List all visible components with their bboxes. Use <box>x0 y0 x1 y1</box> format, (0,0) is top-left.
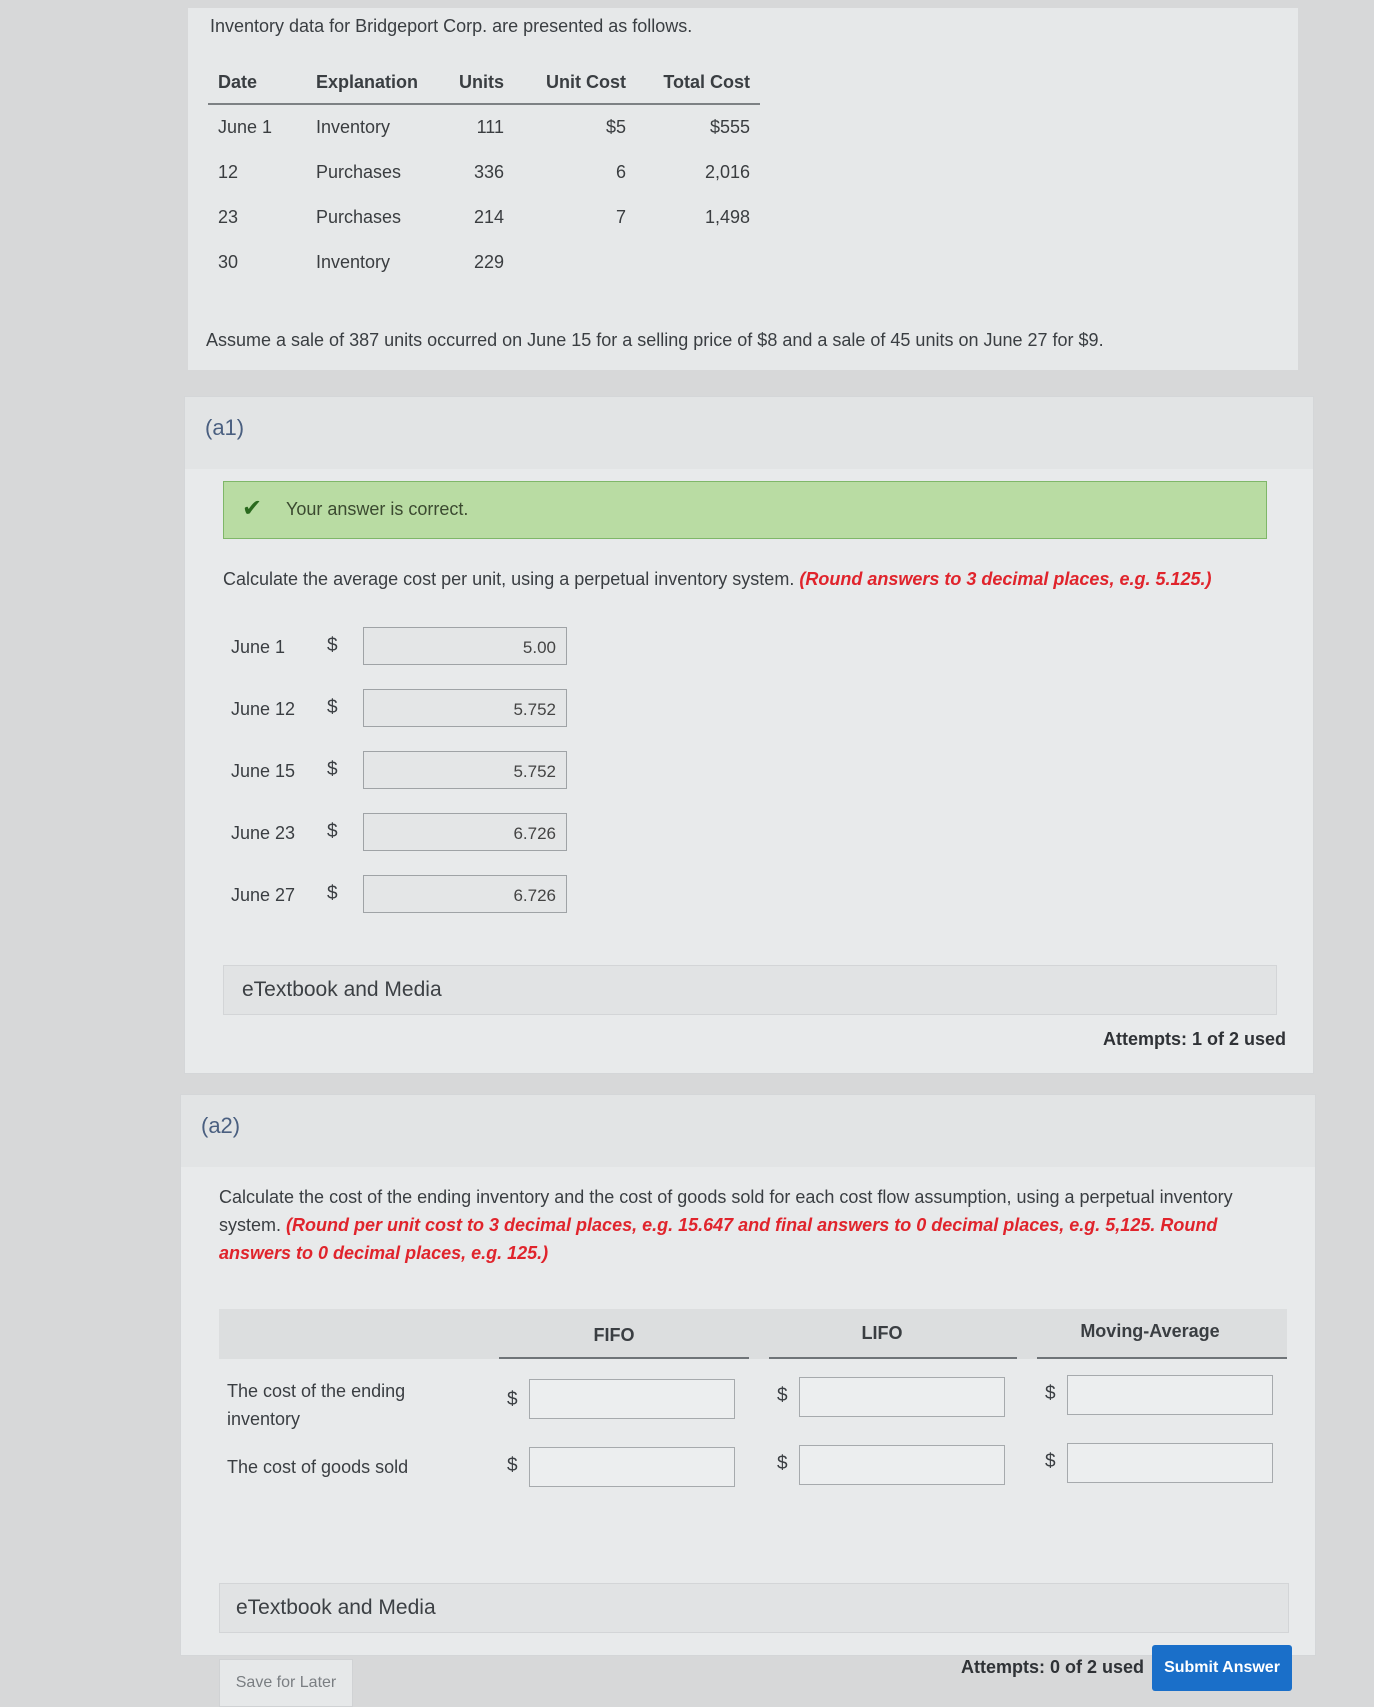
section-a1 <box>184 396 1314 1074</box>
answer-row-june-12 <box>223 689 563 729</box>
table-row <box>208 150 760 195</box>
answer-input[interactable]: 5.00 <box>363 627 567 665</box>
row-label-cost-of-goods-sold: The cost of goods sold <box>227 1457 409 1477</box>
question-body: Calculate the average cost per unit, using a perpetual inventory system. <box>223 569 795 589</box>
col-underline <box>1037 1357 1287 1359</box>
checkmark-icon: ✔ <box>242 495 263 522</box>
cell-date: June 1 <box>218 117 273 137</box>
col-header-unit-cost: Unit Cost <box>514 64 636 105</box>
dollar-sign: $ <box>1045 1383 1056 1404</box>
correct-message: Your answer is correct. <box>286 499 469 519</box>
moving-average-ending-inventory-input[interactable] <box>1067 1375 1273 1415</box>
answer-input[interactable]: 5.752 <box>363 689 567 727</box>
row-label: June 23 <box>231 823 296 843</box>
correct-banner <box>223 481 1267 539</box>
section-a1-header <box>185 397 1313 470</box>
row-label: June 15 <box>231 761 296 781</box>
cell-units: 229 <box>473 252 504 272</box>
section-a2-header <box>181 1095 1315 1168</box>
cell-date: 23 <box>218 207 239 227</box>
col-header-units: Units <box>436 64 514 105</box>
row-label: June 12 <box>231 699 296 719</box>
fifo-cogs-input[interactable] <box>529 1447 735 1487</box>
answer-grid-header <box>219 1309 1287 1359</box>
cell-unit-cost: 6 <box>615 162 626 182</box>
col-underline <box>499 1357 749 1359</box>
col-header-moving-average: Moving-Average <box>1080 1321 1220 1341</box>
attempts-counter: Attempts: 0 of 2 used <box>961 1657 1145 1677</box>
answer-row-june-27 <box>223 875 563 915</box>
cell-unit-cost: 7 <box>615 207 626 227</box>
dollar-sign: $ <box>327 883 338 904</box>
etextbook-media-label: eTextbook and Media <box>236 1596 436 1619</box>
answer-input[interactable]: 5.752 <box>363 751 567 789</box>
dollar-sign: $ <box>777 1385 788 1406</box>
etextbook-media-label: eTextbook and Media <box>242 978 442 1001</box>
cell-explanation: Purchases <box>316 162 402 182</box>
lifo-cogs-input[interactable] <box>799 1445 1005 1485</box>
etextbook-media-link[interactable] <box>219 1583 1289 1633</box>
dollar-sign: $ <box>507 1389 518 1410</box>
table-row <box>208 195 760 240</box>
col-header-lifo: LIFO <box>861 1323 903 1343</box>
lifo-ending-inventory-input[interactable] <box>799 1377 1005 1417</box>
answer-row-june-1 <box>223 627 563 667</box>
sale-assumption: Assume a sale of 387 units occurred on June 15 for a selling price of $8 and a sale of 45 units on June 27 for $9. <box>206 330 1104 350</box>
cell-unit-cost: $5 <box>605 117 626 137</box>
answer-input[interactable]: 6.726 <box>363 813 567 851</box>
col-underline <box>769 1357 1017 1359</box>
dollar-sign: $ <box>507 1455 518 1476</box>
cell-explanation: Inventory <box>316 117 391 137</box>
col-header-fifo: FIFO <box>593 1325 635 1345</box>
answer-row-june-15 <box>223 751 563 791</box>
dollar-sign: $ <box>327 697 338 718</box>
dollar-sign: $ <box>327 635 338 656</box>
table-row <box>208 240 760 285</box>
dollar-sign: $ <box>327 821 338 842</box>
cell-units: 336 <box>473 162 504 182</box>
answer-row-june-23 <box>223 813 563 853</box>
fifo-ending-inventory-input[interactable] <box>529 1379 735 1419</box>
submit-answer-button[interactable]: Submit Answer <box>1152 1645 1292 1691</box>
etextbook-media-link[interactable] <box>223 965 1277 1015</box>
cell-total-cost: 1,498 <box>704 207 750 227</box>
question-body: Calculate the cost of the ending inventory and the cost of goods sold for each cost flow assumption, using a perpetual inventory system. <box>219 1187 1233 1235</box>
cell-date: 30 <box>218 252 239 272</box>
col-header-date: Date <box>208 64 288 105</box>
section-a2 <box>180 1094 1316 1691</box>
col-header-explanation: Explanation <box>288 64 436 105</box>
cell-date: 12 <box>218 162 239 182</box>
cell-total-cost <box>636 240 760 285</box>
intro-panel <box>188 8 1298 370</box>
table-row <box>208 105 760 150</box>
intro-title: Inventory data for Bridgeport Corp. are presented as follows. <box>210 16 693 36</box>
cell-unit-cost <box>514 240 636 285</box>
moving-average-cogs-input[interactable] <box>1067 1443 1273 1483</box>
attempts-counter: Attempts: 1 of 2 used <box>1103 1029 1287 1049</box>
row-label: June 1 <box>231 637 286 657</box>
section-a2-body <box>181 1167 1315 1691</box>
rounding-hint: (Round answers to 3 decimal places, e.g. 5.125.) <box>799 569 1212 589</box>
question-text <box>219 1183 1289 1267</box>
col-header-total-cost: Total Cost <box>636 64 760 105</box>
dollar-sign: $ <box>1045 1451 1056 1472</box>
inventory-table <box>208 64 760 285</box>
question-text <box>223 569 1212 590</box>
cell-total-cost: $555 <box>709 117 750 137</box>
row-label: June 27 <box>231 885 296 905</box>
section-label: (a1) <box>205 415 245 440</box>
save-for-later-button[interactable]: Save for Later <box>219 1659 353 1707</box>
cell-total-cost: 2,016 <box>704 162 750 182</box>
row-label-ending-inventory: The cost of the ending inventory <box>227 1381 406 1429</box>
dollar-sign: $ <box>327 759 338 780</box>
cell-explanation: Purchases <box>316 207 402 227</box>
cell-explanation: Inventory <box>316 252 391 272</box>
section-label: (a2) <box>201 1113 241 1138</box>
answer-input[interactable]: 6.726 <box>363 875 567 913</box>
dollar-sign: $ <box>777 1453 788 1474</box>
rounding-hint: (Round per unit cost to 3 decimal places, e.g. 15.647 and final answers to 0 decimal places, e.g. 5,125. Round answers to 0 decimal places, e.g. 125.) <box>219 1215 1218 1263</box>
cell-units: 111 <box>476 117 504 137</box>
section-a1-body <box>185 469 1313 1073</box>
cell-units: 214 <box>473 207 504 227</box>
